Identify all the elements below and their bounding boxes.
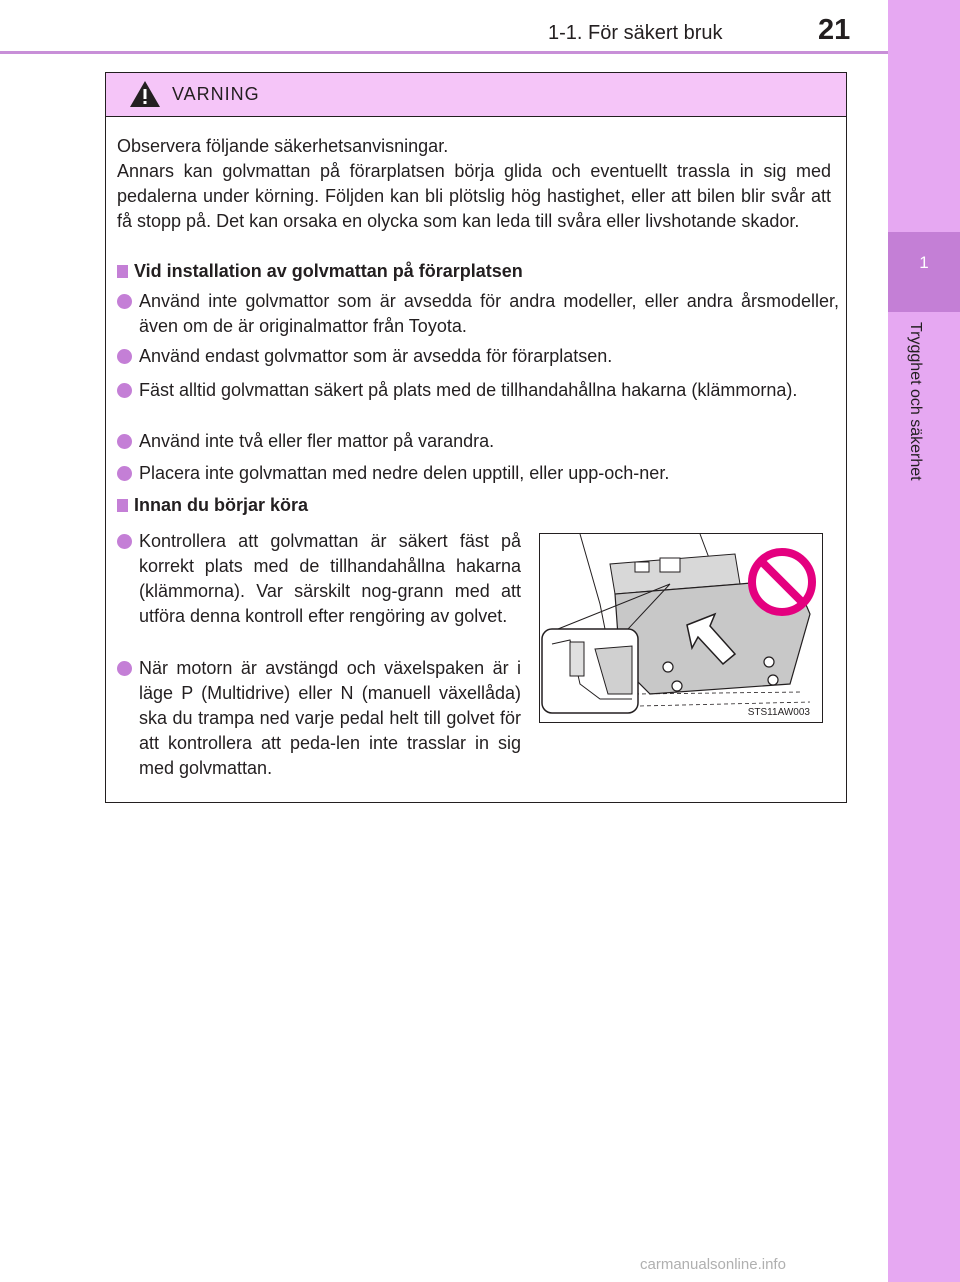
section-heading-before-driving — [117, 495, 308, 516]
round-bullet-icon — [117, 434, 132, 449]
bullet-item — [117, 656, 521, 781]
warning-title: VARNING — [172, 84, 260, 104]
round-bullet-icon — [117, 661, 132, 676]
bullet-text: Använd endast golvmattor som är avsedda för förarplatsen. — [139, 346, 613, 366]
floor-mat-drawing — [540, 534, 823, 723]
bullet-item — [117, 289, 839, 339]
square-bullet-icon — [117, 265, 128, 278]
warning-header — [106, 73, 846, 117]
header-rule — [0, 51, 888, 54]
square-bullet-icon — [117, 499, 128, 512]
warning-box — [105, 72, 847, 803]
figure-code: STS11AW003 — [747, 707, 810, 718]
bullet-text: Fäst alltid golvmattan säkert på plats med de tillhandahållna hakarna (klämmorna). — [139, 380, 798, 400]
chapter-title: Trygghet och säkerhet — [907, 322, 924, 481]
warning-triangle-icon — [128, 79, 162, 109]
bullet-text: Placera inte golvmattan med nedre delen upptill, eller upp-och-ner. — [139, 463, 670, 483]
section-heading-installation — [117, 261, 523, 282]
bullet-text: När motorn är avstängd och växelspaken är i läge P (Multidrive) eller N (manuell växellåda) ska du trampa ned varje pedal helt till golvet för att kontrollera att peda-len inte trasslar in sig med golvmattan. — [139, 658, 521, 778]
section-title: 1-1. För säkert bruk — [548, 22, 723, 44]
bullet-item — [117, 344, 839, 369]
heading-text: Vid installation av golvmattan på förarplatsen — [134, 261, 523, 281]
round-bullet-icon — [117, 349, 132, 364]
bullet-item — [117, 378, 839, 403]
round-bullet-icon — [117, 466, 132, 481]
bullet-text: Kontrollera att golvmattan är säkert fäst på korrekt plats med de tillhandahållna hakarna (klämmorna). Var särskilt nog-grann med att utföra denna kontroll efter rengöring av golvet. — [139, 531, 521, 626]
watermark: carmanualsonline.info — [640, 1256, 786, 1273]
bullet-item — [117, 461, 839, 486]
bullet-item — [117, 529, 521, 629]
bullet-text: Använd inte golvmattor som är avsedda för andra modeller, eller andra årsmodeller, även om de är originalmattor från Toyota. — [139, 291, 839, 336]
round-bullet-icon — [117, 383, 132, 398]
floor-mat-illustration — [539, 533, 823, 723]
bullet-item — [117, 429, 839, 454]
round-bullet-icon — [117, 294, 132, 309]
warning-intro: Observera följande säkerhetsanvisningar. Annars kan golvmattan på förarplatsen börja glida och eventuellt trassla in sig med pedalerna under körning. Följden kan bli plötslig hög hastighet, eller att bilen blir svår att få stopp på. Det kan orsaka en olycka som kan leda till svåra eller livshotande skador. — [117, 136, 831, 231]
bullet-text: Använd inte två eller fler mattor på varandra. — [139, 431, 495, 451]
heading-text: Innan du börjar köra — [134, 495, 309, 515]
page-number: 21 — [818, 14, 851, 46]
chapter-side-tab — [888, 0, 960, 1282]
round-bullet-icon — [117, 534, 132, 549]
chapter-number: 1 — [919, 253, 929, 272]
